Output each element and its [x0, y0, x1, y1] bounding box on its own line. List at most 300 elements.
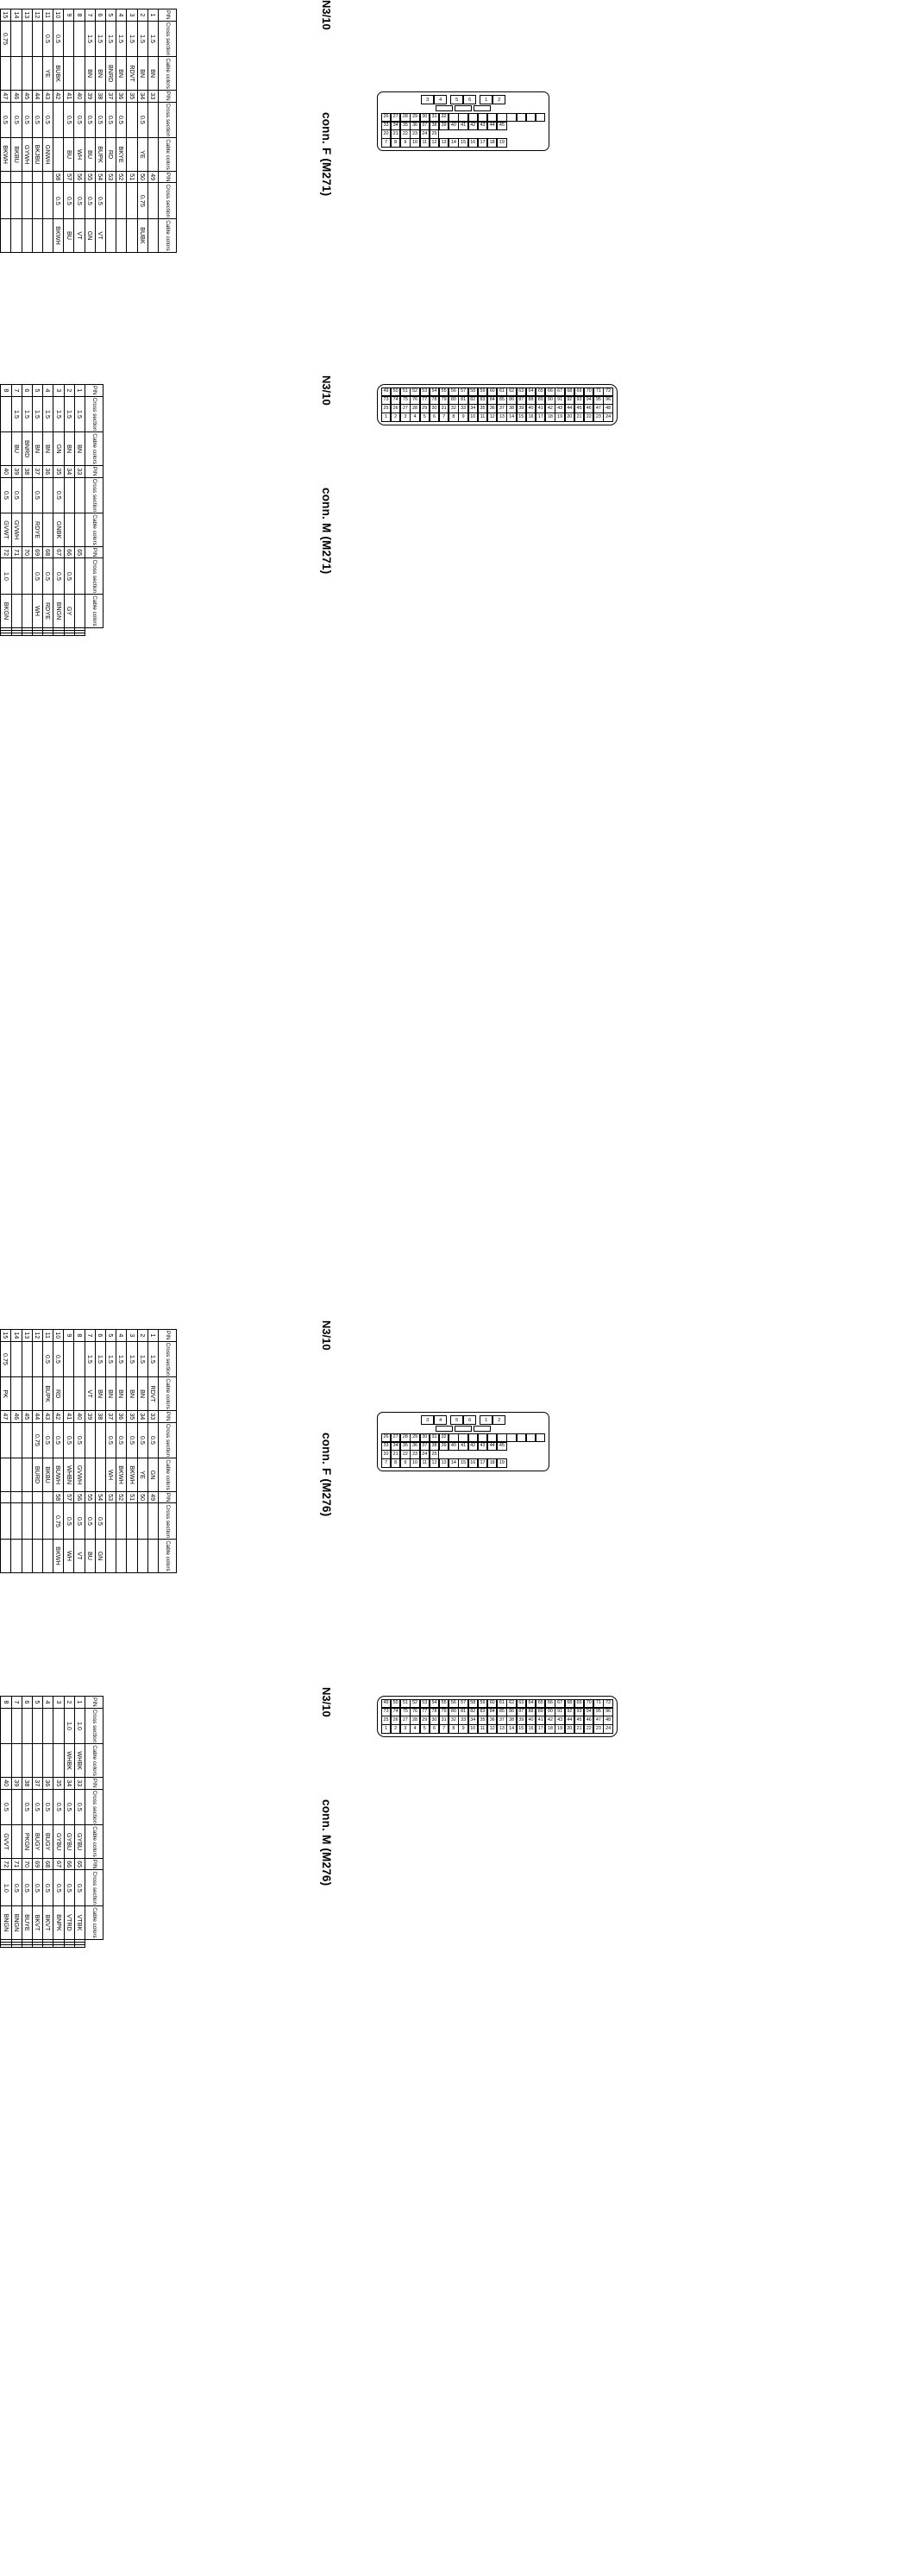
table-row — [137, 9, 147, 253]
cell-cross-section — [147, 1503, 158, 1540]
cell-pin: 36 — [43, 465, 53, 477]
cell-pin: 40 — [74, 1410, 85, 1422]
cell-cross-section: 0.5 — [127, 1422, 137, 1458]
cell-cable-color — [147, 219, 158, 253]
connector-pin-cell: 28 — [400, 1433, 411, 1442]
connector-pin-cell: 27 — [400, 1716, 411, 1724]
cell-cable-color — [43, 1944, 53, 1947]
cell-cross-section — [0, 21, 1, 57]
cell-cross-section — [32, 183, 42, 219]
connector-pin-row — [381, 1442, 545, 1451]
cell-cable-color: BU — [11, 432, 22, 466]
table-row — [53, 1330, 64, 1573]
cell-pin: 33 — [74, 465, 85, 477]
connector-pin-cell: 66 — [545, 1699, 555, 1708]
cell-cable-color: BN — [74, 432, 85, 466]
cell-cross-section — [22, 21, 32, 57]
cell-cable-color — [43, 1744, 53, 1778]
cell-cross-section: 0.5 — [64, 558, 74, 595]
cell-cable-color: BKWH — [53, 219, 64, 253]
cell-cross-section: 0.5 — [64, 1789, 74, 1825]
table-conn-m-m276 — [0, 1696, 104, 1948]
cell-pin — [0, 1410, 1, 1422]
connector-top-slots — [381, 1415, 545, 1433]
cell-cross-section: 0.5 — [22, 1870, 32, 1906]
connector-slot: 5 — [450, 1415, 463, 1425]
connector-pin-cell: 23 — [593, 413, 604, 421]
connector-pin-cell: 16 — [468, 138, 479, 147]
table-row — [33, 385, 43, 636]
cell-cable-color: BUPK — [95, 138, 105, 172]
cell-cross-section: 0.5 — [53, 558, 64, 595]
cell-pin: 68 — [43, 546, 53, 558]
connector-pin-cell: 28 — [410, 1716, 420, 1724]
connector-pin-cell: 62 — [506, 1699, 517, 1708]
table-row — [33, 1697, 43, 1948]
connector-pin-cell: 43 — [478, 1442, 488, 1451]
cell-pin: 39 — [11, 1777, 22, 1789]
connector-pin-row — [381, 1459, 545, 1468]
connector-pin-cell: 89 — [536, 1708, 546, 1716]
cell-cable-color — [43, 633, 53, 635]
cell-pin: 2 — [137, 1330, 147, 1342]
cell-pin: 72 — [1, 1858, 11, 1870]
cell-cross-section: 0.5 — [1, 1789, 11, 1825]
cell-cross-section — [127, 183, 137, 219]
cell-cross-section: 1.5 — [106, 21, 116, 57]
connector-pin-cell: 39 — [517, 404, 527, 413]
connector-pin-cell: 59 — [478, 387, 488, 396]
connector-pin-cell: 10 — [468, 1724, 479, 1733]
col-cable-colors: Cable colors — [159, 1458, 177, 1492]
cell-pin: 7 — [11, 385, 22, 397]
connector-pin-cell: 55 — [439, 387, 449, 396]
connector-pin-cell: 10 — [468, 413, 479, 421]
connector-pin-cell: 7 — [439, 1724, 449, 1733]
cell-pin — [1, 1491, 11, 1503]
cell-cable-color: GYBU — [53, 1825, 64, 1859]
cell-cross-section: 1.5 — [116, 1341, 127, 1377]
connector-pin-cell: 43 — [478, 122, 488, 130]
connector-pin-blank — [478, 113, 488, 122]
cell-cable-color: GVWT — [1, 513, 11, 547]
connector-pin-cell: 38 — [430, 1442, 440, 1451]
cell-cable-color — [1, 1744, 11, 1778]
cell-cross-section: 1.0 — [1, 1870, 11, 1906]
connector-pin-cell: 31 — [439, 404, 449, 413]
cell-pin: 8 — [1, 1697, 11, 1709]
connector-pin-cell: 36 — [487, 1716, 498, 1724]
cell-pin: 47 — [1, 90, 11, 102]
connector-pin-cell: 45 — [497, 1442, 507, 1451]
cell-cross-section — [1, 183, 11, 219]
connector-pin-cell: 8 — [449, 1724, 459, 1733]
connector-pin-cell: 89 — [536, 396, 546, 405]
cell-cable-color: GN — [53, 432, 64, 466]
table-row — [0, 1330, 1, 1573]
connector-pin-cell: 90 — [545, 1708, 555, 1716]
cell-pin: 4 — [116, 1330, 127, 1342]
table-row — [22, 1330, 32, 1573]
connector-pin-cell: 29 — [420, 404, 430, 413]
connector-pin-blank — [517, 1433, 527, 1442]
cell-pin: 4 — [43, 385, 53, 397]
col-pin: PIN — [85, 546, 104, 558]
cell-pin: 36 — [43, 1777, 53, 1789]
connector-pin-blank — [526, 1433, 536, 1442]
connector-pin-cell: 13 — [497, 1724, 507, 1733]
cell-pin: 5 — [33, 1697, 43, 1709]
cell-cable-color — [116, 219, 127, 253]
cell-cable-color: GN — [95, 1540, 105, 1573]
connector-pin-cell: 14 — [506, 413, 517, 421]
cell-pin — [0, 385, 1, 397]
cell-cable-color — [74, 513, 85, 547]
connector-pin-cell: 51 — [400, 1699, 411, 1708]
cell-pin: 56 — [74, 1491, 85, 1503]
cell-cross-section: 1.5 — [11, 396, 22, 432]
cell-cable-color — [0, 633, 1, 635]
connector-pin-cell: 53 — [420, 387, 430, 396]
cell-cross-section — [1, 1422, 11, 1458]
cell-cable-color — [64, 57, 74, 91]
connector-pin-cell: 39 — [439, 122, 449, 130]
col-cross-section: Cross section — [85, 477, 104, 513]
col-cable-colors: Cable colors — [159, 219, 177, 253]
connector-body — [377, 1696, 618, 1737]
connector-pin-blank — [506, 113, 517, 122]
cell-cross-section — [147, 183, 158, 219]
connector-pin-cell: 70 — [584, 1699, 594, 1708]
connector-pin-cell: 90 — [545, 396, 555, 405]
connector-pin-cell: 42 — [545, 1716, 555, 1724]
cell-cross-section — [11, 1422, 22, 1458]
connector-pin-cell: 15 — [458, 138, 468, 147]
cell-cross-section — [74, 477, 85, 513]
cell-cable-color — [74, 1377, 85, 1411]
pin-table-conn-m-m271 — [0, 384, 104, 636]
cell-cross-section: 0.5 — [1, 102, 11, 138]
pin-table-conn-f-m271 — [0, 9, 177, 253]
cell-pin: 52 — [116, 1491, 127, 1503]
connector-slot: 6 — [463, 95, 476, 104]
col-cross-section: Cross section — [85, 1708, 104, 1744]
cell-pin: 42 — [53, 1410, 64, 1422]
cell-pin: 51 — [127, 171, 137, 183]
cell-cable-color — [53, 138, 64, 172]
table-conn-f-m276 — [0, 1329, 177, 1573]
connector-pin-cell: 52 — [410, 1699, 420, 1708]
cell-pin — [11, 171, 22, 183]
cell-cable-color: BKWH — [116, 1458, 127, 1492]
connector-pin-cell: 68 — [565, 387, 575, 396]
cell-cross-section: 0.75 — [1, 1341, 11, 1377]
connector-pin-cell: 61 — [497, 387, 507, 396]
cell-pin — [0, 546, 1, 558]
connector-pin-cell: 32 — [439, 113, 449, 122]
connector-pin-cell: 47 — [593, 1716, 604, 1724]
cell-cable-color: VT — [74, 1540, 85, 1573]
cell-cross-section: 0.5 — [116, 1422, 127, 1458]
connector-pin-cell: 9 — [400, 1458, 411, 1467]
connector-pin-cell: 78 — [430, 1708, 440, 1716]
connector-pin-cell: 81 — [458, 1708, 468, 1716]
connector-pin-cell: 42 — [545, 404, 555, 413]
cell-cross-section: 1.5 — [137, 1341, 147, 1377]
connector-pin-cell: 92 — [565, 396, 575, 405]
connector-pin-cell: 27 — [391, 113, 401, 122]
connector-pin-row — [381, 1451, 545, 1459]
cell-pin: 54 — [95, 1491, 105, 1503]
connector-pin-cell: 4 — [410, 413, 420, 421]
cell-cable-color — [11, 1944, 22, 1947]
cell-cross-section — [0, 183, 1, 219]
connector-pin-cell: 54 — [430, 387, 440, 396]
cell-pin — [0, 1697, 1, 1709]
connector-pin-cell: 48 — [603, 404, 613, 413]
cell-cable-color — [1, 1458, 11, 1492]
cell-pin: 69 — [33, 1858, 43, 1870]
cell-pin — [22, 171, 32, 183]
connector-pin-cell: 43 — [555, 1716, 565, 1724]
connector-pin-cell: 1 — [381, 413, 392, 421]
cell-cross-section: 0.5 — [42, 1422, 53, 1458]
connector-pin-cell: 41 — [458, 1442, 468, 1451]
cell-cable-color — [22, 1744, 32, 1778]
connector-pin-cell: 40 — [449, 1442, 459, 1451]
cell-cross-section: 0.5 — [85, 102, 95, 138]
connector-pin-cell: 93 — [574, 396, 585, 405]
cell-cable-color — [0, 1377, 1, 1411]
cell-cross-section: 0.5 — [53, 1422, 64, 1458]
connector-slot: 1 — [480, 1415, 493, 1425]
connector-bar — [474, 1426, 491, 1432]
connector-pin-cell: 37 — [420, 1442, 430, 1451]
cell-cross-section: 0.5 — [42, 21, 53, 57]
table-body-conn-f-m271 — [0, 9, 159, 253]
col-cross-section: Cross section — [159, 21, 177, 57]
connector-pin-blank — [536, 113, 546, 122]
cell-cable-color: BN — [106, 1377, 116, 1411]
cell-cable-color: WHBK — [74, 1744, 85, 1778]
cell-cable-color — [33, 1944, 43, 1947]
connector-pin-cell: 21 — [391, 1450, 401, 1458]
table-row — [42, 1330, 53, 1573]
connector-pin-cell: 33 — [381, 122, 392, 130]
connector-pin-cell: 8 — [391, 1458, 401, 1467]
cell-cable-color — [0, 595, 1, 628]
connector-pin-row — [381, 139, 545, 148]
col-cross-section: Cross section — [159, 1422, 177, 1458]
cell-cross-section: 0.5 — [11, 477, 22, 513]
cell-cable-color — [1, 1944, 11, 1947]
cell-cable-color — [11, 1744, 22, 1778]
cell-pin: 35 — [127, 1410, 137, 1422]
cell-cable-color: VT — [74, 219, 85, 253]
connector-pin-cell: 67 — [555, 1699, 565, 1708]
network-label-n3-10: N3/10 — [320, 1320, 333, 1351]
cell-cross-section: 1.5 — [22, 396, 32, 432]
table-row — [147, 1330, 158, 1573]
connector-pin-cell: 74 — [391, 396, 401, 405]
cell-cable-color — [22, 513, 32, 547]
cell-cable-color — [53, 1944, 64, 1947]
cell-cable-color — [22, 595, 32, 628]
col-cable-colors: Cable colors — [85, 432, 104, 466]
cell-cross-section: 1.5 — [33, 396, 43, 432]
cell-cable-color — [0, 1744, 1, 1778]
connector-pin-cell: 74 — [391, 1708, 401, 1716]
cell-pin: 40 — [74, 90, 85, 102]
connector-pin-cell: 42 — [468, 122, 479, 130]
cell-pin: 55 — [85, 1491, 95, 1503]
connector-pin-cell: 12 — [487, 413, 498, 421]
cell-cable-color: RD — [53, 1377, 64, 1411]
cell-cross-section: 0.5 — [137, 1422, 147, 1458]
cell-pin: 8 — [74, 1330, 85, 1342]
connector-body — [377, 1412, 549, 1471]
connector-pin-cell: 64 — [526, 1699, 536, 1708]
cell-pin: 54 — [95, 171, 105, 183]
col-cable-colors: Cable colors — [85, 1906, 104, 1940]
cell-cable-color: PKGN — [22, 1825, 32, 1859]
cell-pin: 39 — [85, 1410, 95, 1422]
cell-cross-section: 1.5 — [64, 396, 74, 432]
cell-cross-section: 1.5 — [74, 396, 85, 432]
cell-cross-section — [22, 1503, 32, 1540]
connector-pin-cell: 29 — [410, 113, 420, 122]
cell-cable-color: RDYE — [43, 595, 53, 628]
cell-cross-section: 0.5 — [53, 477, 64, 513]
connector-pin-cell: 82 — [468, 1708, 479, 1716]
connector-pin-cell: 66 — [545, 387, 555, 396]
connector-pin-cell: 22 — [584, 1724, 594, 1733]
connector-pin-row — [381, 130, 545, 139]
cell-cable-color: WH — [106, 1458, 116, 1492]
connector-pin-cell: 25 — [381, 404, 392, 413]
connector-drawing-conn-m-m271 — [377, 384, 618, 425]
connector-pin-cell: 35 — [478, 404, 488, 413]
cell-pin: 33 — [147, 1410, 158, 1422]
cell-pin: 34 — [64, 1777, 74, 1789]
connector-pin-cell: 22 — [584, 413, 594, 421]
connector-pin-cell: 13 — [439, 1458, 449, 1467]
connector-pin-cell: 91 — [555, 396, 565, 405]
table-row — [95, 9, 105, 253]
pin-table-conn-m-m276 — [0, 1696, 104, 1948]
connector-body — [377, 91, 549, 151]
connector-pin-cell: 1 — [381, 1724, 392, 1733]
connector-pin-cell: 50 — [391, 387, 401, 396]
cell-cross-section — [1, 1708, 11, 1744]
cell-cable-color: BN — [64, 432, 74, 466]
connector-pin-cell: 75 — [400, 1708, 411, 1716]
cell-cross-section — [22, 558, 32, 595]
table-row — [64, 1330, 74, 1573]
table-row — [1, 9, 11, 253]
cell-pin: 43 — [42, 90, 53, 102]
cell-cable-color — [1, 633, 11, 635]
connector-pin-cell: 26 — [391, 404, 401, 413]
connector-drawing-conn-f-m276 — [377, 1412, 549, 1471]
connector-pin-cell: 25 — [430, 1450, 440, 1458]
connector-pin-cell: 27 — [391, 1433, 401, 1442]
connector-pin-cell: 79 — [439, 1708, 449, 1716]
connector-bar — [455, 105, 472, 111]
cell-cable-color: RDYE — [33, 513, 43, 547]
cell-cable-color — [147, 138, 158, 172]
cell-cross-section — [116, 183, 127, 219]
cell-cable-color: GYBU — [64, 1825, 74, 1859]
cell-cross-section — [11, 1789, 22, 1825]
table-row — [11, 1697, 22, 1948]
connector-pin-cell: 45 — [574, 1716, 585, 1724]
cell-pin: 12 — [32, 9, 42, 22]
cell-pin: 44 — [32, 1410, 42, 1422]
cell-pin: 6 — [95, 9, 105, 22]
connector-pin-cell: 53 — [420, 1699, 430, 1708]
cell-cross-section — [64, 477, 74, 513]
cell-cable-color: YE — [137, 138, 147, 172]
cell-cross-section: 0.75 — [32, 1422, 42, 1458]
connector-pin-cell: 7 — [439, 413, 449, 421]
col-cross-section: Cross section — [159, 1341, 177, 1377]
cell-cross-section: 1.5 — [147, 1341, 158, 1377]
cell-pin: 39 — [11, 465, 22, 477]
cell-pin: 71 — [11, 546, 22, 558]
cell-pin: 5 — [33, 385, 43, 397]
connector-pin-cell: 29 — [410, 1433, 420, 1442]
connector-pin-blank — [458, 113, 468, 122]
connector-pin-blank — [458, 1433, 468, 1442]
connector-pin-cell: 84 — [487, 396, 498, 405]
cell-cable-color: BN — [137, 1377, 147, 1411]
cell-pin — [11, 1491, 22, 1503]
connector-pin-cell: 26 — [381, 113, 392, 122]
connector-pin-cell: 8 — [391, 138, 401, 147]
cell-pin: 38 — [95, 1410, 105, 1422]
cell-cross-section — [33, 1708, 43, 1744]
connector-slot: 4 — [434, 1415, 447, 1425]
cell-pin: 6 — [95, 1330, 105, 1342]
cell-pin — [0, 9, 1, 22]
cell-cable-color — [1, 432, 11, 466]
table-row — [11, 9, 22, 253]
table-row — [0, 385, 1, 636]
cell-cross-section: 0.5 — [33, 558, 43, 595]
table-row — [53, 9, 64, 253]
connector-pin-blank — [497, 1433, 507, 1442]
connector-pin-cell: 51 — [400, 387, 411, 396]
connector-pin-cell: 12 — [430, 1458, 440, 1467]
connector-pin-cell: 43 — [555, 404, 565, 413]
cell-cross-section: 0.5 — [85, 183, 95, 219]
cell-cross-section: 0.5 — [43, 558, 53, 595]
cell-cross-section — [0, 102, 1, 138]
cell-pin: 70 — [22, 546, 32, 558]
col-pin: PIN — [159, 1330, 177, 1342]
cell-cable-color: RDVT — [147, 1377, 158, 1411]
network-label-n3-10: N3/10 — [320, 0, 333, 30]
cell-pin: 35 — [127, 90, 137, 102]
cell-cross-section: 0.5 — [64, 1870, 74, 1906]
cell-pin: 14 — [11, 1330, 22, 1342]
cell-cross-section: 0.5 — [22, 1789, 32, 1825]
connector-pin-blank — [517, 113, 527, 122]
cell-cross-section: 0.5 — [137, 102, 147, 138]
cell-pin: 67 — [53, 1858, 64, 1870]
connector-pin-cell: 88 — [526, 396, 536, 405]
